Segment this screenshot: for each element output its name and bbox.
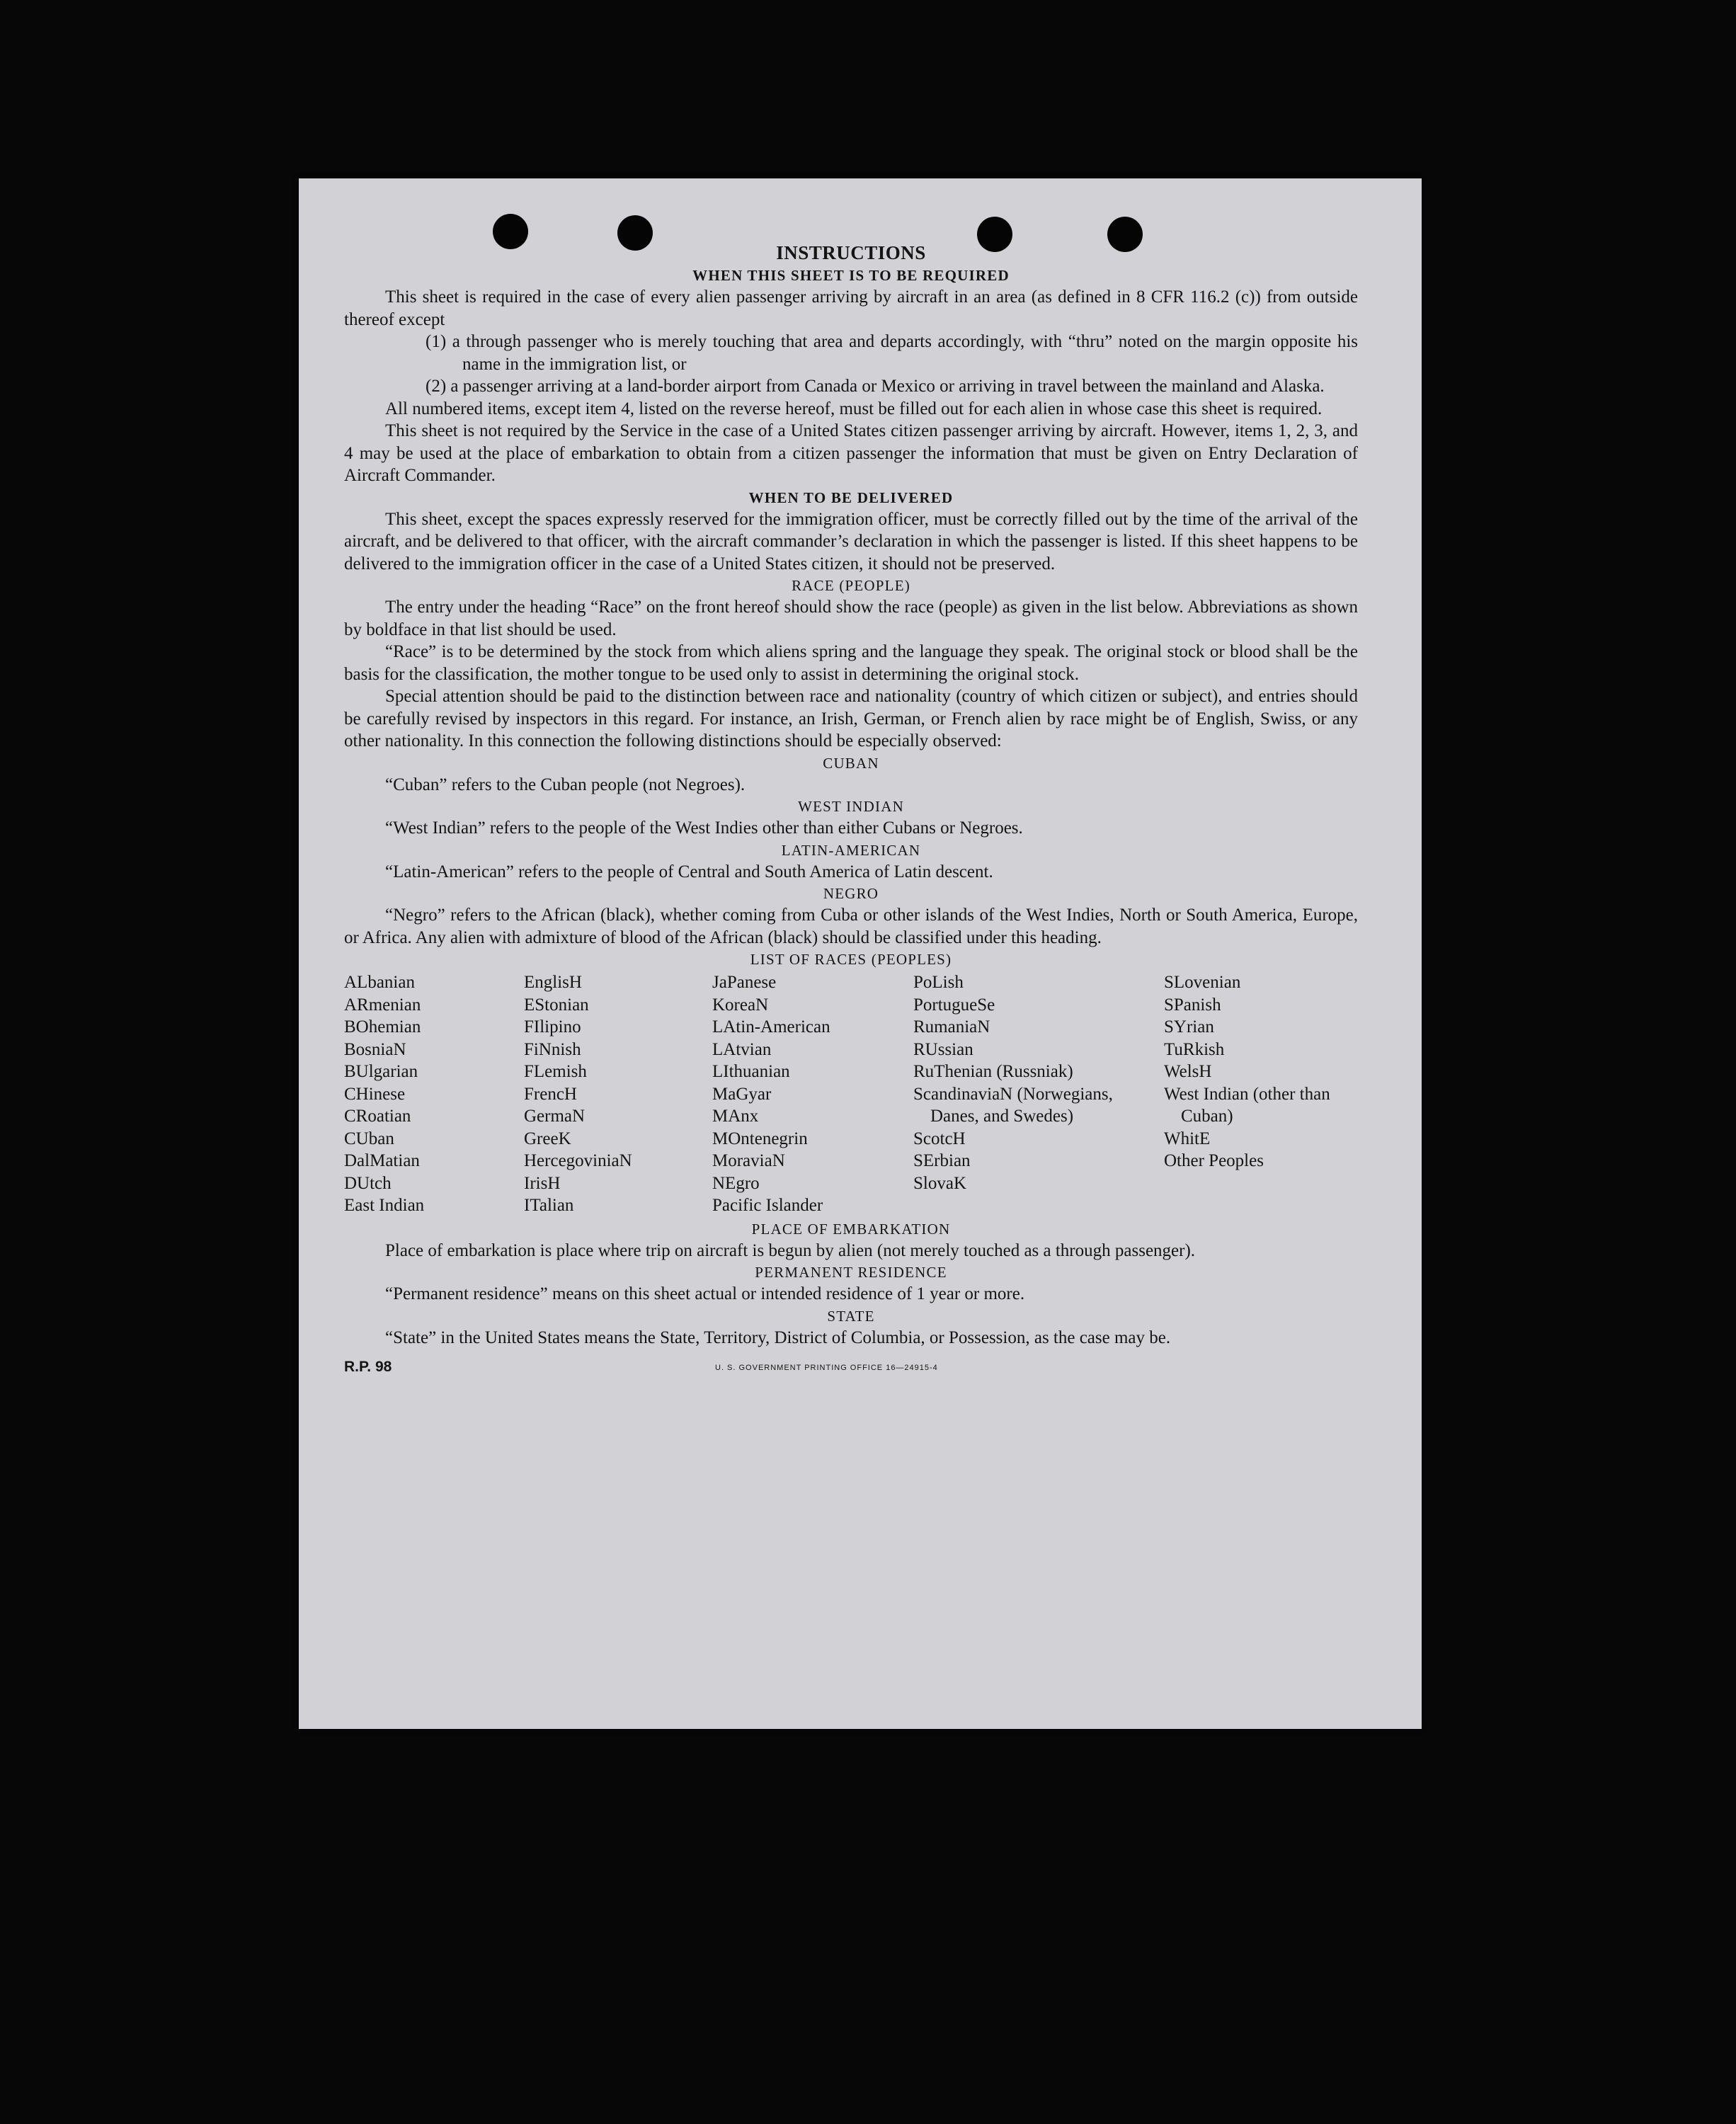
race-entry: FIlipino xyxy=(524,1017,581,1037)
instructions-content xyxy=(344,241,1358,1380)
race-entry: CHinese xyxy=(344,1084,406,1104)
race-entry: SErbian xyxy=(913,1151,971,1170)
race-list xyxy=(344,971,1358,1217)
race-entry: ScandinaviaN (Norwegians, Danes, and Swedes) xyxy=(913,1084,1113,1126)
race-entry: ALbanian xyxy=(344,973,415,992)
section-heading: CUBAN xyxy=(823,754,879,772)
race-entry: ScotcH xyxy=(913,1129,966,1148)
race-column xyxy=(524,971,712,1217)
race-entry: IrisH xyxy=(524,1173,561,1193)
race-entry: ARmenian xyxy=(344,995,421,1015)
race-entry: DUtch xyxy=(344,1173,392,1193)
list-item: (1) a through passenger who is merely touching that area and departs accordingly, with “thru” noted on the margin opposite his name in the immigration list, or xyxy=(426,332,1358,374)
race-entry: KoreaN xyxy=(712,995,769,1015)
section-heading: LIST OF RACES (PEOPLES) xyxy=(750,951,952,968)
race-entry: FLemish xyxy=(524,1062,587,1081)
paragraph: This sheet, except the spaces expressly reserved for the immigration officer, must be correctly filled out by the time of the arrival of the aircraft, and be delivered to that officer, with the aircraft commander’s declaration in which the passenger is listed. If this sheet happens to be delivered to the immigration officer in the case of a United States citizen, it should not be preserved. xyxy=(344,509,1358,573)
race-entry: NEgro xyxy=(712,1173,760,1193)
race-entry: RUssian xyxy=(913,1039,973,1059)
race-entry: SlovaK xyxy=(913,1173,966,1193)
form-number: R.P. 98 xyxy=(344,1359,392,1375)
race-entry: LIthuanian xyxy=(712,1062,790,1081)
race-entry: MaGyar xyxy=(712,1084,772,1104)
race-entry: LAtvian xyxy=(712,1039,772,1059)
section-heading: PLACE OF EMBARKATION xyxy=(751,1220,951,1238)
paragraph: Special attention should be paid to the distinction between race and nationality (country of which citizen or subject), and entries should be carefully revised by inspectors in this regard. For instance, an Irish, German, or French alien by race might be of English, Swiss, or any other nationality. In this connection the following distinctions should be especially observed: xyxy=(344,687,1358,750)
race-entry: ITalian xyxy=(524,1196,574,1215)
page-title: INSTRUCTIONS xyxy=(776,242,926,263)
race-entry: SYrian xyxy=(1164,1017,1214,1037)
race-entry: GreeK xyxy=(524,1129,571,1148)
race-entry: FiNnish xyxy=(524,1039,581,1059)
race-entry: WelsH xyxy=(1164,1062,1212,1081)
footer xyxy=(344,1352,1358,1380)
race-entry: SLovenian xyxy=(1164,973,1241,992)
race-entry: BUlgarian xyxy=(344,1062,418,1081)
race-entry: PortugueSe xyxy=(913,995,995,1015)
race-entry: West Indian (other than Cuban) xyxy=(1164,1084,1330,1126)
race-entry: TuRkish xyxy=(1164,1039,1225,1059)
race-entry: RumaniaN xyxy=(913,1017,990,1037)
race-entry: PoLish xyxy=(913,973,964,992)
race-entry: DalMatian xyxy=(344,1151,420,1170)
paragraph: The entry under the heading “Race” on the front hereof should show the race (people) as given in the list below. Abbreviations as shown by boldface in that list should be used. xyxy=(344,598,1358,639)
race-entry: EStonian xyxy=(524,995,589,1015)
section-heading: RACE (PEOPLE) xyxy=(792,577,910,594)
definition: “Cuban” refers to the Cuban people (not Negroes). xyxy=(385,775,746,794)
race-column xyxy=(1164,971,1354,1172)
definition: “Negro” refers to the African (black), whether coming from Cuba or other islands of the West Indies, North or South America, Europe, or Africa. Any alien with admixture of blood of the African (black) should be classified under this heading. xyxy=(344,906,1358,947)
race-entry: EnglisH xyxy=(524,973,582,992)
section-heading: NEGRO xyxy=(823,885,879,902)
race-entry: SPanish xyxy=(1164,995,1221,1015)
race-entry: HercegoviniaN xyxy=(524,1151,632,1170)
definition: “West Indian” refers to the people of the West Indies other than either Cubans or Negroes. xyxy=(385,818,1023,838)
race-entry: GermaN xyxy=(524,1107,586,1126)
section-heading: LATIN-AMERICAN xyxy=(781,841,921,859)
race-entry: CRoatian xyxy=(344,1107,411,1126)
paragraph: All numbered items, except item 4, listed on the reverse hereof, must be filled out for each alien in whose case this sheet is required. xyxy=(385,399,1323,418)
definition: “Permanent residence” means on this sheet actual or intended residence of 1 year or more. xyxy=(385,1284,1025,1303)
race-entry: Other Peoples xyxy=(1164,1151,1264,1170)
paragraph: This sheet is required in the case of every alien passenger arriving by aircraft in an area (as defined in 8 CFR 116.2 (c)) from outside thereof except xyxy=(344,287,1358,329)
race-entry: BosniaN xyxy=(344,1039,406,1059)
definition: “State” in the United States means the State, Territory, District of Columbia, or Possession, as the case may be. xyxy=(385,1328,1171,1347)
section-heading: WEST INDIAN xyxy=(798,798,904,815)
race-entry: JaPanese xyxy=(712,973,777,992)
definition: Place of embarkation is place where trip on aircraft is begun by alien (not merely touched as a through passenger). xyxy=(385,1240,1196,1260)
race-column xyxy=(344,971,524,1217)
section-heading: WHEN TO BE DELIVERED xyxy=(748,489,954,506)
race-entry: Pacific Islander xyxy=(712,1196,823,1215)
paragraph: “Race” is to be determined by the stock from which aliens spring and the language they speak. The original stock or blood shall be the basis for the classification, the mother tongue to be used only to assist in determining the original stock. xyxy=(344,642,1358,684)
paragraph: This sheet is not required by the Service in the case of a United States citizen passenger arriving by aircraft. However, items 1, 2, 3, and 4 may be used at the place of embarkation to obtain from a citizen passenger the information that must be given on Entry Declaration of Aircraft Commander. xyxy=(344,421,1358,485)
section-heading: STATE xyxy=(827,1307,875,1325)
race-column xyxy=(712,971,913,1217)
race-entry: CUban xyxy=(344,1129,394,1148)
race-entry: RuThenian (Russniak) xyxy=(913,1062,1073,1081)
race-entry: MOntenegrin xyxy=(712,1129,808,1148)
race-entry: MAnx xyxy=(712,1107,759,1126)
document-page xyxy=(299,178,1422,1729)
race-entry: MoraviaN xyxy=(712,1151,785,1170)
race-entry: FrencH xyxy=(524,1084,577,1104)
race-entry: East Indian xyxy=(344,1196,425,1215)
definition: “Latin-American” refers to the people of Central and South America of Latin descent. xyxy=(385,862,993,881)
race-column xyxy=(913,971,1119,1194)
race-entry: LAtin-American xyxy=(712,1017,830,1037)
section-heading: PERMANENT RESIDENCE xyxy=(755,1264,947,1281)
race-entry: BOhemian xyxy=(344,1017,421,1037)
race-entry: WhitE xyxy=(1164,1129,1211,1148)
list-item: (2) a passenger arriving at a land-border airport from Canada or Mexico or arriving in travel between the mainland and Alaska. xyxy=(426,377,1325,396)
section-heading: WHEN THIS SHEET IS TO BE REQUIRED xyxy=(692,267,1010,284)
printer-imprint: U. S. GOVERNMENT PRINTING OFFICE 16—24915-4 xyxy=(715,1364,938,1372)
